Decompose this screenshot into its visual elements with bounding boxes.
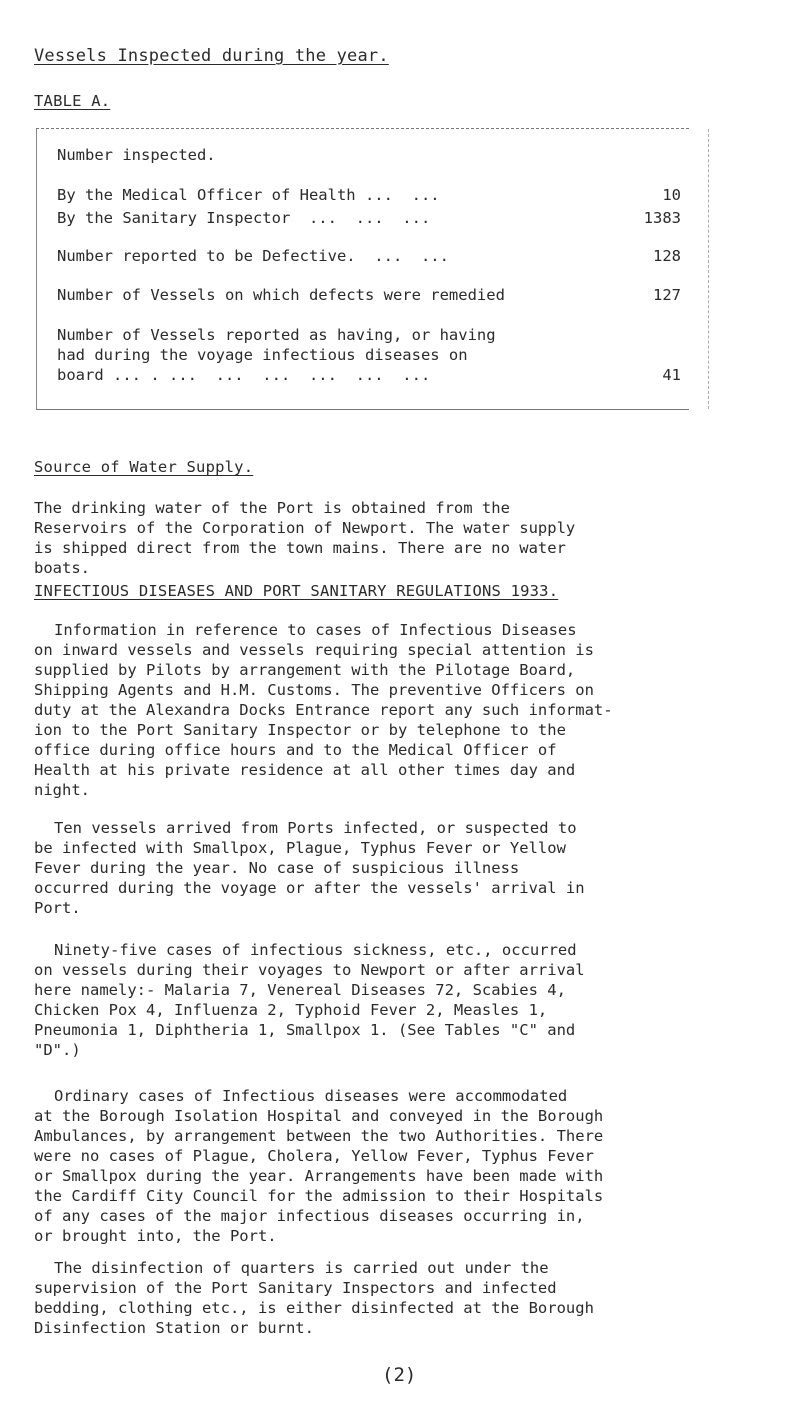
paragraph-information: Information in reference to cases of Infectious Diseases on inward vessels and vessels requiring special attention is supplied by Pilots by arrangement with the Pilotage Board, Shipping Agents and H.M. Customs. The preventive Officers on duty at the Alexandra Docks Entrance report any such informat- ion to the Port Sanitary Inspector or by telephone to the office during office hours and to the Medical Officer of Health at his private residence at all other times day and night.: [34, 621, 613, 799]
row-value: 1383: [643, 209, 681, 227]
row-label: By the Medical Officer of Health ... ...: [57, 186, 440, 204]
paragraph-ordinary-cases: Ordinary cases of Infectious diseases were accommodated at the Borough Isolation Hospital and conveyed in the Borough Ambulances, by arrangement between the two Authorities. There were no cases of Plague, Cholera, Yellow Fever, Typhus Fever or Smallpox during the year. Arrangements have been made with the Cardiff City Council for the admission to their Hospitals of any cases of the major infectious diseases occurring in, or brought into, the Port.: [34, 1087, 604, 1245]
page-title: Vessels Inspected during the year.: [34, 46, 389, 66]
row-value: 10: [662, 186, 681, 204]
paragraph-disinfection: The disinfection of quarters is carried out under the supervision of the Port Sanitary Inspectors and infected bedding, clothing etc., is either disinfected at the Borough Disinfection Station or burnt.: [34, 1259, 594, 1337]
table-heading: [57, 146, 681, 164]
table-row: [57, 325, 681, 385]
water-heading: Source of Water Supply.: [34, 458, 254, 476]
table-heading-text: Number inspected.: [57, 146, 216, 164]
row-value: 41: [662, 366, 681, 384]
row-value: 128: [653, 247, 681, 265]
table-row: [57, 286, 681, 304]
paragraph-ten-vessels: Ten vessels arrived from Ports infected, or suspected to be infected with Smallpox, Plague, Typhus Fever or Yellow Fever during the year. No case of suspicious illness occurred during the voyage or after the vessels' arrival in Port.: [34, 819, 585, 917]
table-row: [57, 186, 681, 204]
infectious-heading: INFECTIOUS DISEASES AND PORT SANITARY REGULATIONS 1933.: [34, 582, 559, 600]
paragraph-ninety-five: Ninety-five cases of infectious sickness, etc., occurred on vessels during their voyages to Newport or after arrival here namely:- Malaria 7, Venereal Diseases 72, Scabies 4, Chicken Pox 4, Influenza 2, Typhoid Fever 2, Measles 1, Pneumonia 1, Diphtheria 1, Smallpox 1. (See Tables "C" and "D".): [34, 941, 585, 1059]
water-paragraph: The drinking water of the Port is obtained from the Reservoirs of the Corporation of Newport. The water supply is shipped direct from the town mains. There are no water boats.: [34, 499, 576, 577]
table-row: [57, 209, 681, 227]
row-label: Number of Vessels reported as having, or having had during the voyage infectious diseases on board ... . ... ... ... ... ... ...: [57, 326, 496, 384]
page-number: (2): [382, 1364, 417, 1386]
row-label: Number of Vessels on which defects were remedied: [57, 286, 505, 304]
row-value: 127: [653, 286, 681, 304]
table-a: [36, 128, 689, 410]
row-label: Number reported to be Defective. ... ...: [57, 247, 449, 265]
row-label: By the Sanitary Inspector ... ... ...: [57, 209, 431, 227]
table-row: [57, 247, 681, 265]
table-label: TABLE A.: [34, 92, 111, 110]
